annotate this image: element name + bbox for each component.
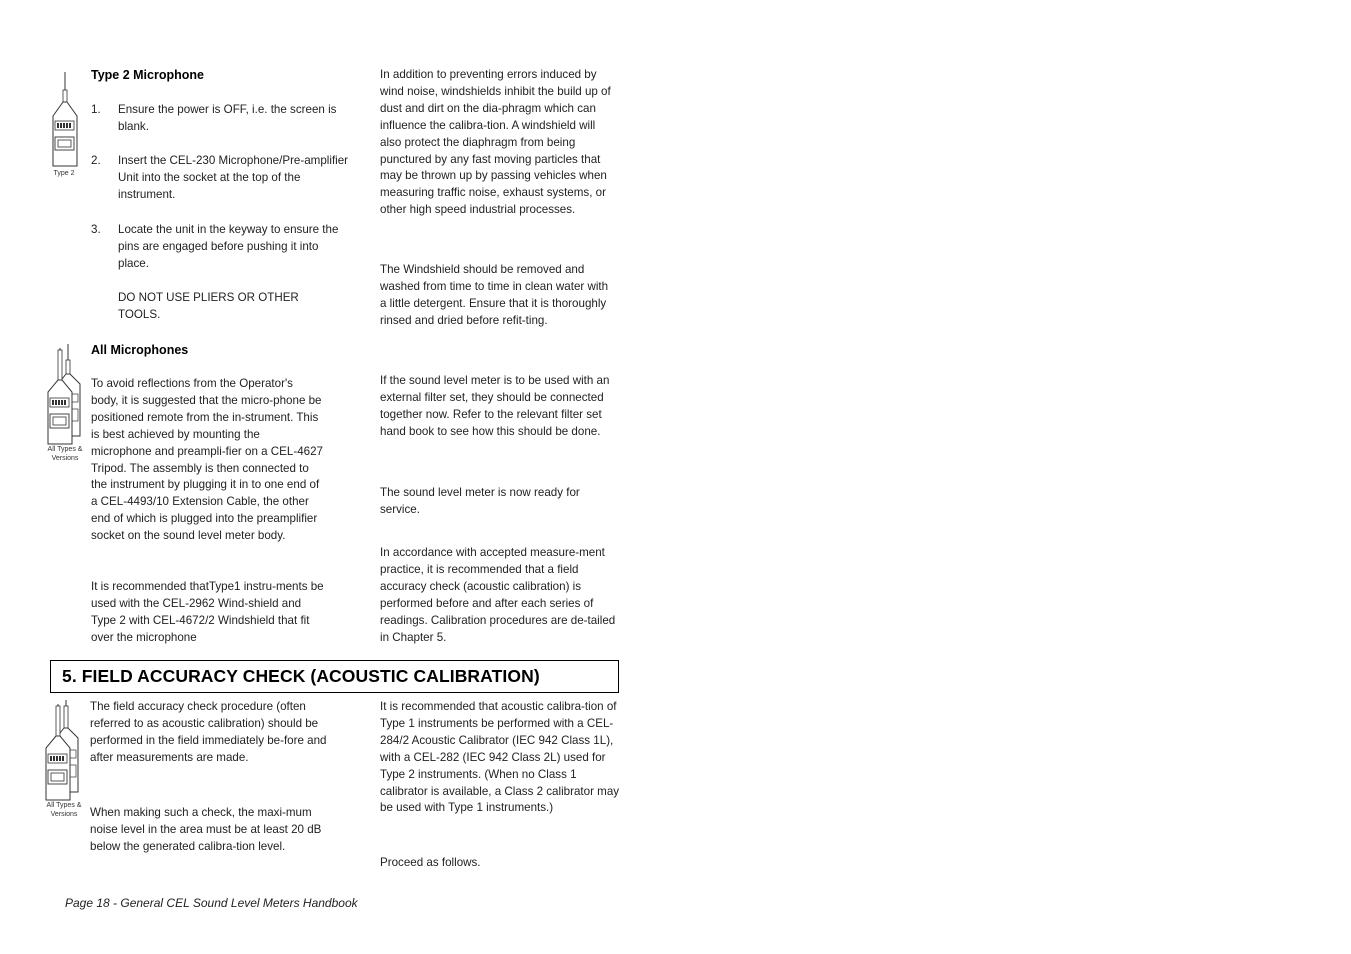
warning-text: DO NOT USE PLIERS OR OTHER TOOLS. xyxy=(118,291,299,321)
section-title-box xyxy=(50,660,619,693)
step-number: 3. xyxy=(91,223,101,236)
paragraph: To avoid reflections from the Operator's body, it is suggested that the micro-phone be positioned remote from the in-strument. This is best achieved by mounting the microphone and preampli-fier on a CEL-4627 Tripod. The assembly is then connected to the instrument by plugging it in to one end of a CEL-4493/10 Extension Cable, the other end of which is plugged into the preamplifier socket on the sound level meter body. xyxy=(91,377,324,543)
step-text: Locate the unit in the keyway to ensure the pins are engaged before pushing it into place. xyxy=(118,223,339,270)
sound-level-meter-icon xyxy=(50,70,80,170)
page-footer: Page 18 - General CEL Sound Level Meters Handbook xyxy=(65,896,358,910)
paragraph: Proceed as follows. xyxy=(380,856,481,869)
paragraph: In accordance with accepted measure-ment practice, it is recommended that a field accuracy check (acoustic calibration) is performed before and after each series of readings. Calibration procedures are de-tailed in Chapter 5. xyxy=(380,546,616,644)
paragraph: The sound level meter is now ready for service. xyxy=(380,486,580,516)
paragraph: The Windshield should be removed and washed from time to time in clean water with a little detergent. Ensure that it is thoroughly rinsed and dried before refit-ting. xyxy=(380,263,609,327)
type2-heading: Type 2 Microphone xyxy=(91,68,204,82)
paragraph: When making such a check, the maxi-mum noise level in the area must be at least 20 dB below the generated calibra-tion level. xyxy=(90,806,322,853)
icon-caption: Type 2 xyxy=(53,170,75,177)
icon-caption: All Types & Versions xyxy=(47,446,83,462)
paragraph: In addition to preventing errors induced by wind noise, windshields inhibit the build up of dust and dirt on the dia-phragm which can influence the calibra-tion. A windshield will also protect the diaphragm from being punctured by any fast moving particles that may be thrown up by passing vehicles when measuring traffic noise, exhaust systems, or other high speed industrial processes. xyxy=(380,68,611,217)
all-microphones-heading: All Microphones xyxy=(91,343,189,357)
two-sound-level-meters-icon xyxy=(44,700,84,804)
two-sound-level-meters-icon xyxy=(46,344,86,448)
step-number: 2. xyxy=(91,154,101,167)
icon-caption: All Types & Versions xyxy=(46,802,82,818)
paragraph: It is recommended that acoustic calibra-tion of Type 1 instruments be performed with a CEL-284/2 Acoustic Calibrator (IEC 942 Class 1L), with a CEL-282 (IEC 942 Class 2L) used for Type 2 instruments. (When no Class 1 calibrator is available, a Class 2 calibrator may be used with Type 1 instruments.) xyxy=(380,700,620,815)
paragraph: If the sound level meter is to be used with an external filter set, they should be connected together now. Refer to the relevant filter set hand book to see how this should be done. xyxy=(380,374,610,438)
paragraph: The field accuracy check procedure (often referred to as acoustic calibration) should be performed in the field immediately be-fore and after measurements are made. xyxy=(90,700,327,764)
paragraph: It is recommended thatType1 instru-ments be used with the CEL-2962 Wind-shield and Type 2 with CEL-4672/2 Windshield that fit over the microphone xyxy=(91,580,324,644)
step-text: Ensure the power is OFF, i.e. the screen is blank. xyxy=(118,103,337,133)
section-title: 5. FIELD ACCURACY CHECK (ACOUSTIC CALIBRATION) xyxy=(62,666,540,686)
step-number: 1. xyxy=(91,103,101,116)
step-text: Insert the CEL-230 Microphone/Pre-amplifier Unit into the socket at the top of the instrument. xyxy=(118,154,349,201)
